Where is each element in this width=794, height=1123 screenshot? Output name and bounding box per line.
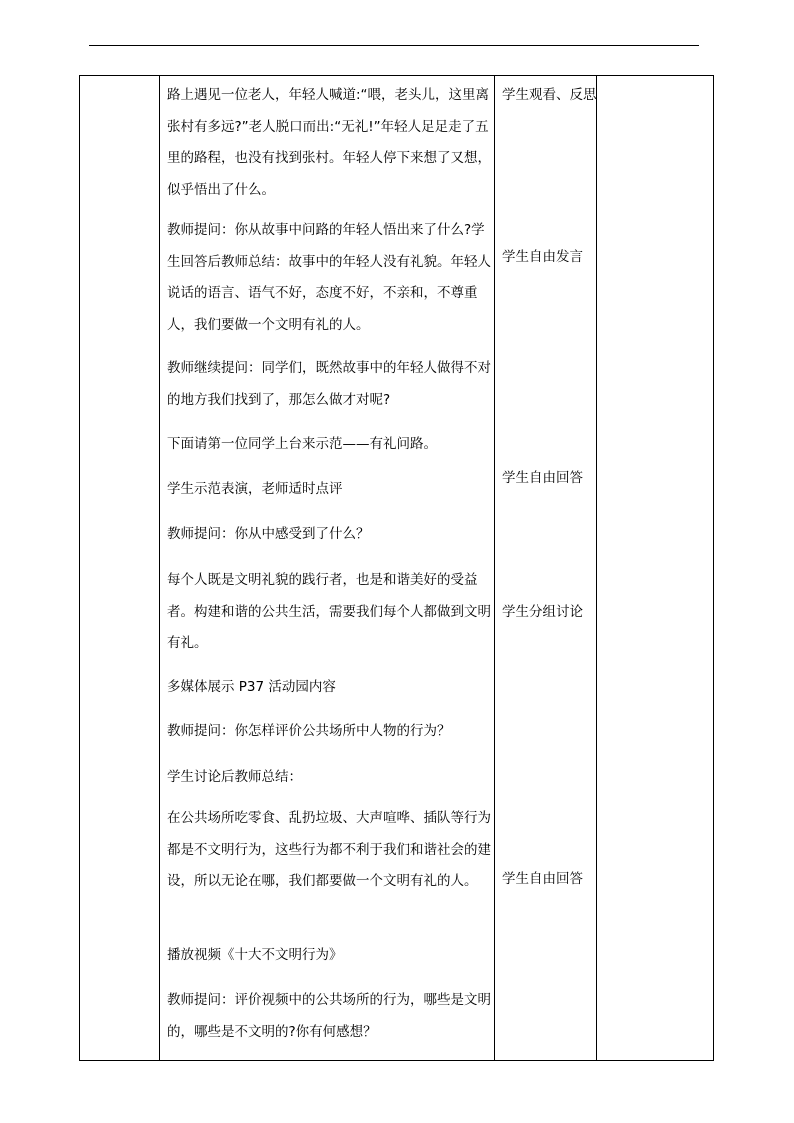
video-paragraph: 播放视频《十大不文明行为》: [167, 947, 343, 963]
summary-paragraph: 每个人既是文明礼貌的践行者，也是和谐美好的受益者。构建和谐的公共生活，需要我们每个人都做到文明有礼。: [167, 572, 491, 651]
column-divider-1: [159, 76, 160, 1060]
teacher-question-paragraph: 教师提问：你从故事中问路的年轻人悟出来了什么?学生回答后教师总结：故事中的年轻人没有礼貌。年轻人说话的语言、语气不好，态度不好，不亲和，不尊重人，我们要做一个文明有礼的人。: [167, 222, 491, 333]
lesson-table: [79, 75, 714, 1061]
header-rule: [89, 45, 699, 46]
column-divider-3: [596, 76, 597, 1060]
student-activity-3: 学生自由回答: [502, 470, 583, 486]
uncivil-behavior-paragraph: 在公共场所吃零食、乱扔垃圾、大声喧哗、插队等行为都是不文明行为，这些行为都不利于我们和谐社会的建设，所以无论在哪，我们都要做一个文明有礼的人。: [167, 810, 491, 889]
column-divider-2: [494, 76, 495, 1060]
video-question-paragraph: 教师提问：评价视频中的公共场所的行为，哪些是文明的，哪些是不文明的?你有何感想？: [167, 992, 491, 1040]
feeling-question-paragraph: 教师提问：你从中感受到了什么？: [167, 526, 370, 542]
discussion-summary-paragraph: 学生讨论后教师总结：: [167, 769, 302, 785]
evaluate-question-paragraph: 教师提问：你怎样评价公共场所中人物的行为？: [167, 723, 451, 739]
demo-invite-paragraph: 下面请第一位同学上台来示范——有礼问路。: [167, 436, 437, 452]
student-activity-5: 学生自由回答: [502, 871, 583, 887]
multimedia-paragraph: 多媒体展示 P37 活动园内容: [167, 679, 336, 695]
teacher-followup-paragraph: 教师继续提问：同学们，既然故事中的年轻人做得不对的地方我们找到了，那怎么做才对呢?: [167, 360, 491, 408]
student-activity-4: 学生分组讨论: [502, 604, 583, 620]
story-paragraph: 路上遇见一位老人，年轻人喊道:“喂，老头儿，这里离张村有多远?”老人脱口而出:“无礼!”年轻人足足走了五里的路程，也没有找到张村。年轻人停下来想了又想，似乎悟出了什么。: [167, 87, 491, 198]
student-activity-1: 学生观看、反思: [502, 87, 597, 103]
student-activity-2: 学生自由发言: [502, 249, 583, 265]
demo-performance-paragraph: 学生示范表演，老师适时点评: [167, 481, 343, 497]
